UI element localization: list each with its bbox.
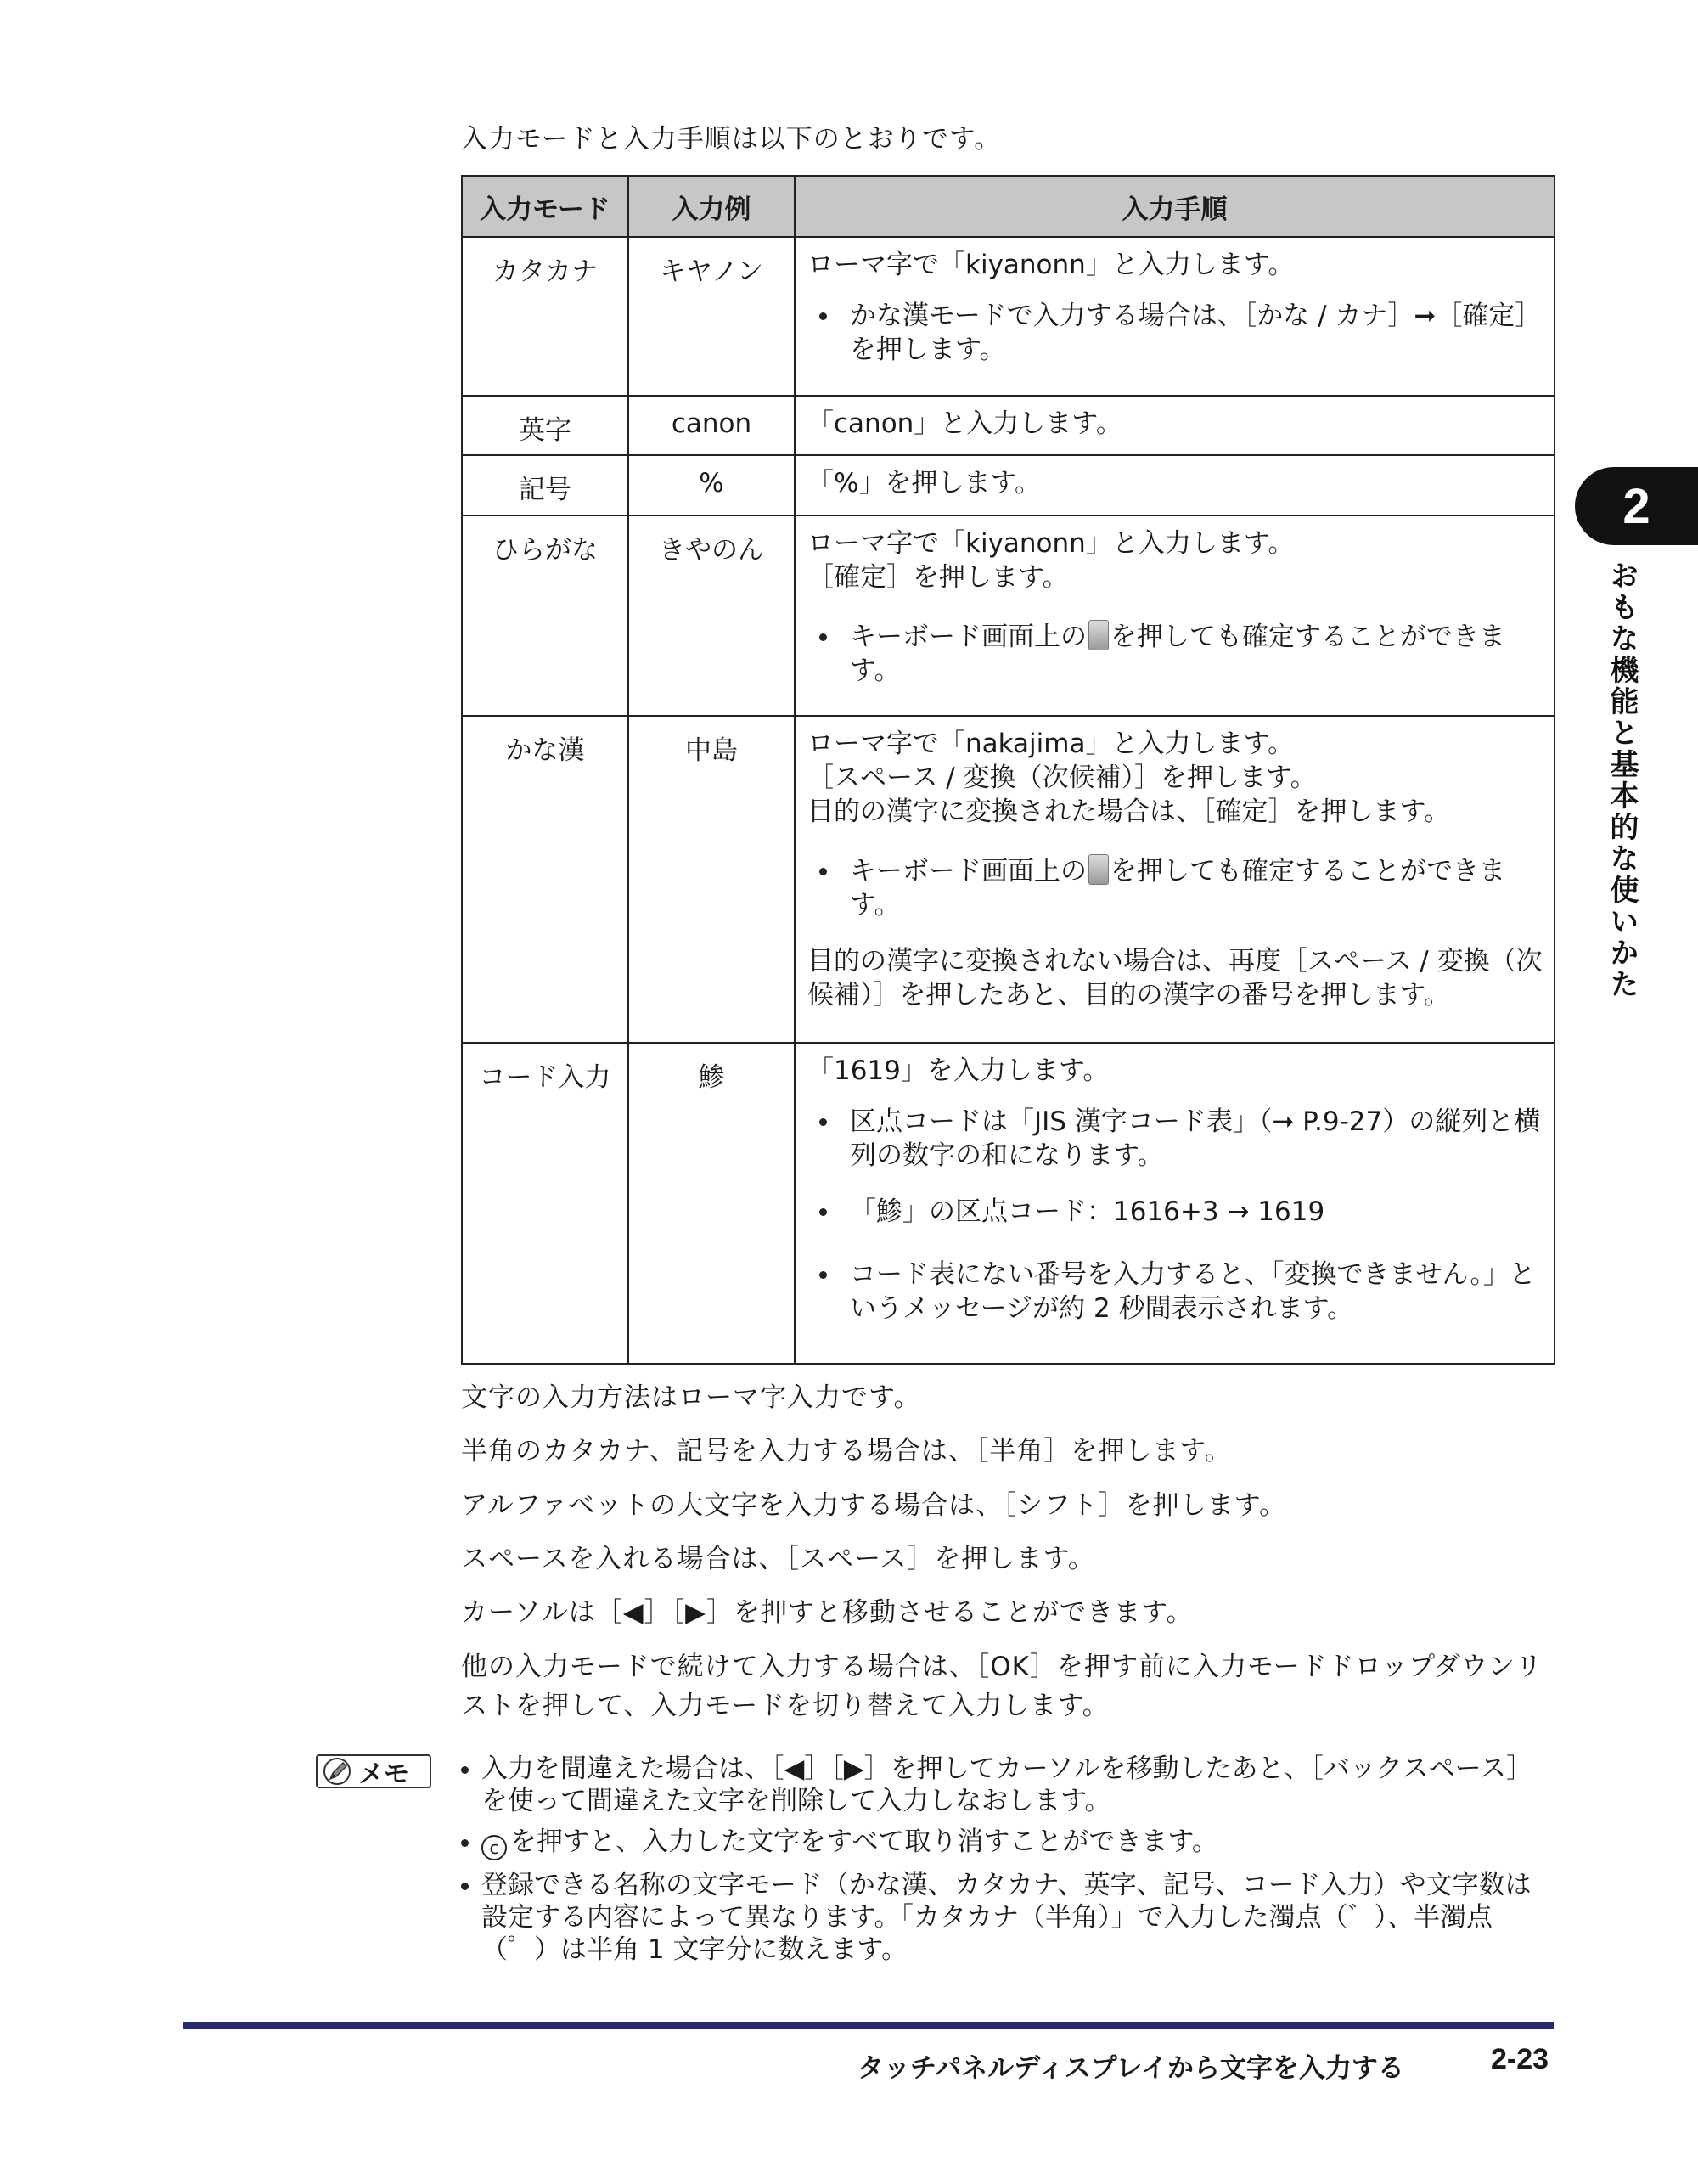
memo-item: [461, 1869, 1556, 1966]
memo-label: [316, 1754, 431, 1788]
bullet-icon: [819, 1208, 827, 1216]
step-text: ［確定］を押します。: [807, 562, 1069, 593]
cell-mode: かな漢: [462, 716, 628, 1043]
bullet-icon: [461, 1766, 469, 1774]
note-item: [807, 854, 1545, 922]
bullet-icon: [819, 1271, 827, 1279]
cell-example: キヤノン: [628, 237, 795, 396]
cell-steps: [795, 455, 1555, 515]
memo-item: [461, 1826, 1556, 1860]
memo-item: [461, 1753, 1556, 1817]
note-text-before: キーボード画面上の: [850, 856, 1087, 887]
paragraph: スペースを入れる場合は、［スペース］を押します。: [461, 1544, 1095, 1574]
memo-text: 入力を間違えた場合は、［◀］［▶］を押してカーソルを移動したあと、［バックスペース］を使って間違えた文字を削除して入力しなおします。: [481, 1753, 1533, 1816]
table-header-row: [462, 176, 1555, 237]
footer-divider: [183, 2022, 1554, 2029]
intro-text: 入力モードと入力手順は以下のとおりです。: [461, 124, 1002, 155]
cell-steps: [795, 515, 1555, 716]
note-text-before: キーボード画面上の: [850, 622, 1087, 652]
note-item: [807, 620, 1545, 688]
cell-example: 鯵: [628, 1043, 795, 1364]
step-text: 「1619」を入力します。: [807, 1055, 1110, 1086]
memo-text: 登録できる名称の文字モード（かな漢、カタカナ、英字、記号、コード入力）や文字数は設定する内容によって異なります。「カタカナ（半角）」で入力した濁点（゛）、半濁点（゜）は半角 1 文字分に数えます。: [481, 1870, 1532, 1965]
bullet-icon: [819, 633, 827, 641]
note-text: コード表にない番号を入力すると、「変換できません。」というメッセージが約 2 秒間表示されます。: [850, 1259, 1536, 1324]
note-item: [807, 1105, 1545, 1173]
note-item: [807, 1258, 1545, 1326]
paragraph: カーソルは［◀］［▶］を押すと移動させることができます。: [461, 1597, 1194, 1628]
step-text: 目的の漢字に変換された場合は、［確定］を押します。: [807, 796, 1451, 827]
cell-mode: コード入力: [462, 1043, 628, 1364]
paragraph: 他の入力モードで続けて入力する場合は、［OK］を押す前に入力モードドロップダウンリストを押して、入力モードを切り替えて入力します。: [461, 1652, 1543, 1721]
header-mode: 入力モード: [462, 176, 628, 237]
table-row: [462, 455, 1555, 515]
cell-steps: [795, 396, 1555, 455]
page-number: 2-23: [1491, 2043, 1549, 2075]
step-text: 「canon」と入力します。: [807, 408, 1122, 439]
note-text: 「鯵」の区点コード：1616+3 → 1619: [850, 1196, 1325, 1227]
chapter-title: おもな機能と基本的な使いかた: [1605, 560, 1639, 1000]
bullet-icon: [461, 1839, 469, 1847]
note-text: 区点コードは「JIS 漢字コード表」（➞ P.9-27）の縦列と横列の数字の和になります。: [850, 1106, 1541, 1171]
note-text-after: を押しても確定することができます。: [850, 622, 1505, 686]
memo-list: [461, 1753, 1556, 1974]
cell-mode: カタカナ: [462, 237, 628, 396]
enter-key-icon: [1088, 854, 1109, 885]
memo-label-text: メモ: [358, 1759, 409, 1789]
header-steps: 入力手順: [795, 176, 1555, 237]
note-item: [807, 299, 1545, 367]
bullet-icon: [819, 868, 827, 875]
cell-mode: 英字: [462, 396, 628, 455]
paragraph: 半角のカタカナ、記号を入力する場合は、［半角］を押します。: [461, 1436, 1232, 1466]
paragraph: 文字の入力方法はローマ字入力です。: [461, 1382, 921, 1413]
note-text: かな漢モードで入力する場合は、［かな / カナ］➞［確定］を押します。: [850, 301, 1542, 365]
footer-section-title: タッチパネルディスプレイから文字を入力する: [857, 2053, 1404, 2084]
table-row: [462, 237, 1555, 396]
table-row: [462, 515, 1555, 716]
cell-example: 中島: [628, 716, 795, 1043]
step-text: ローマ字で「nakajima」と入力します。: [807, 729, 1294, 759]
cell-steps: [795, 1043, 1555, 1364]
cell-mode: ひらがな: [462, 515, 628, 716]
step-text: ［スペース / 変換（次候補）］を押します。: [807, 763, 1317, 793]
step-text: 目的の漢字に変換されない場合は、再度［スペース / 変換（次候補）］を押したあと、目的の漢字の番号を押します。: [807, 946, 1543, 1010]
memo-text: を押すと、入力した文字をすべて取り消すことができます。: [510, 1827, 1218, 1857]
cell-example: %: [628, 455, 795, 515]
enter-key-icon: [1088, 620, 1109, 650]
chapter-number-tab: 2: [1575, 467, 1698, 545]
cell-mode: 記号: [462, 455, 628, 515]
header-example: 入力例: [628, 176, 795, 237]
pencil-icon: [323, 1757, 353, 1786]
cell-example: canon: [628, 396, 795, 455]
cell-example: きやのん: [628, 515, 795, 716]
table-row: [462, 716, 1555, 1043]
bullet-icon: [461, 1883, 469, 1890]
table-row: [462, 396, 1555, 455]
note-text-after: を押しても確定することができます。: [850, 856, 1505, 920]
input-mode-table: [461, 175, 1555, 1365]
step-text: ローマ字で「kiyanonn」と入力します。: [807, 250, 1295, 280]
bullet-icon: [819, 312, 827, 320]
note-item: [807, 1195, 1545, 1229]
cell-steps: [795, 716, 1555, 1043]
cell-steps: [795, 237, 1555, 396]
step-text: 「%」を押します。: [807, 468, 1041, 498]
table-row: [462, 1043, 1555, 1364]
paragraph: アルファベットの大文字を入力する場合は、［シフト］を押します。: [461, 1490, 1287, 1521]
bullet-icon: [819, 1118, 827, 1126]
step-text: ローマ字で「kiyanonn」と入力します。: [807, 528, 1295, 559]
clear-key-icon: c: [481, 1835, 507, 1860]
